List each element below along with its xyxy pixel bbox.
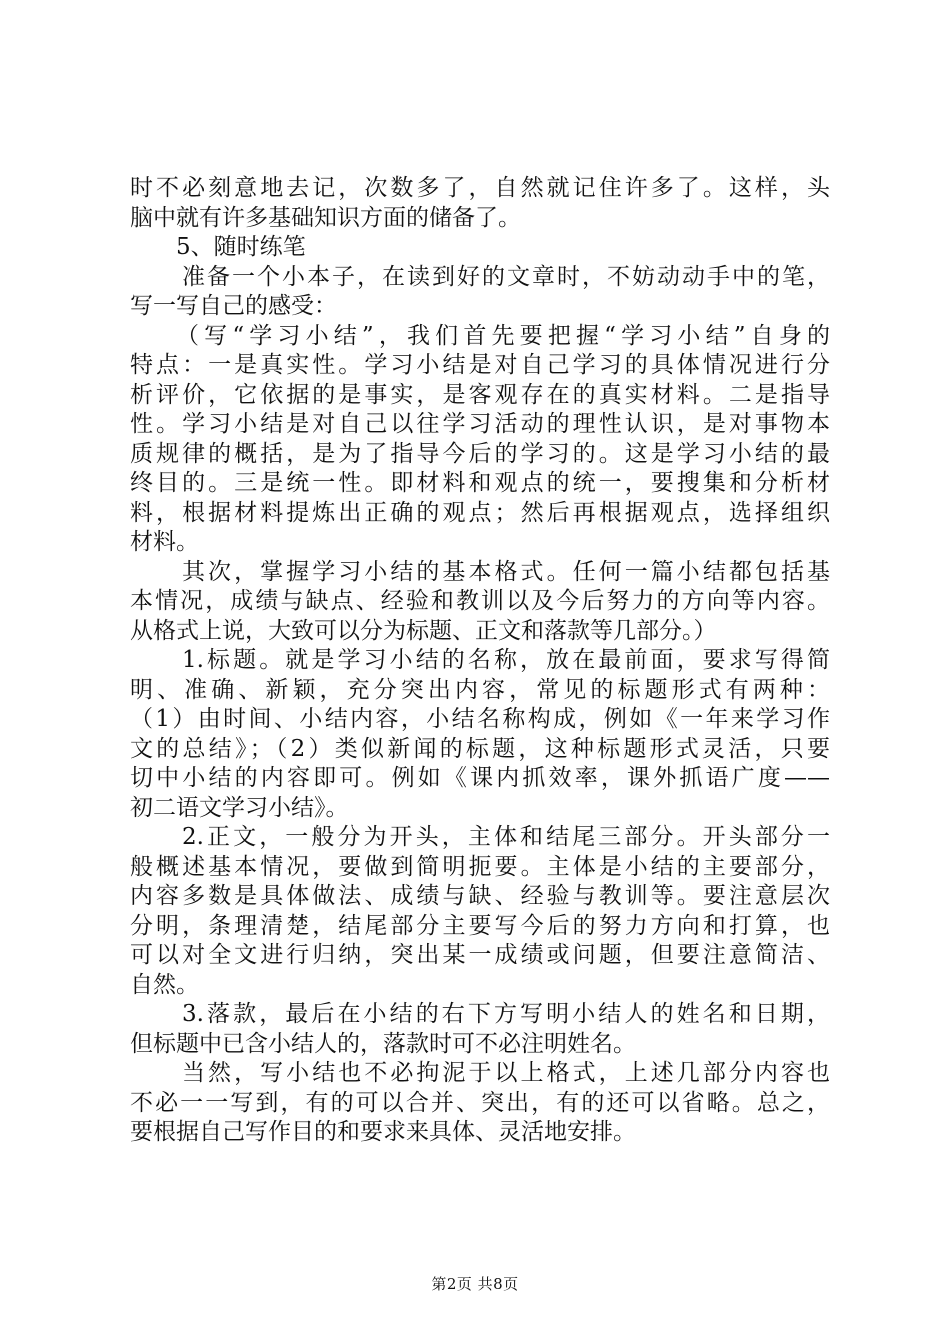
text-line: 分明，条理清楚，结尾部分主要写今后的努力方向和打算，也 bbox=[130, 912, 830, 939]
text-line: 准备一个小本子，在读到好的文章时，不妨动动手中的笔， bbox=[182, 263, 830, 290]
text-line: 般概述基本情况，要做到简明扼要。主体是小结的主要部分， bbox=[130, 853, 830, 880]
text-line: 但标题中已含小结人的，落款时可不必注明姓名。 bbox=[130, 1030, 636, 1057]
text-line: 3.落款，最后在小结的右下方写明小结人的姓名和日期， bbox=[182, 1001, 830, 1027]
text-line: 写一写自己的感受： bbox=[130, 293, 337, 319]
text-line: 5、随时练笔 bbox=[176, 234, 306, 260]
text-line: （1）由时间、小结内容，小结名称构成，例如《一年来学习作 bbox=[130, 706, 830, 732]
text-line: 性。学习小结是对自己以往学习活动的理性认识，是对事物本 bbox=[130, 411, 830, 437]
text-line: 可以对全文进行归纳，突出某一成绩或问题，但要注意简洁、 bbox=[130, 942, 830, 968]
text-line: 文的总结》；（2）类似新闻的标题，这种标题形式灵活，只要 bbox=[130, 735, 830, 762]
text-line: 明、准确、新颖，充分突出内容，常见的标题形式有两种： bbox=[130, 676, 830, 703]
page-footer: 第2页 共8页 bbox=[431, 1275, 519, 1293]
text-line: 自然。 bbox=[130, 971, 199, 998]
text-line: 要根据自己写作目的和要求来具体、灵活地安排。 bbox=[130, 1119, 636, 1145]
text-line: （写“学习小结”，我们首先要把握“学习小结”自身的 bbox=[176, 322, 830, 349]
document-body bbox=[130, 174, 830, 1148]
text-line: 内容多数是具体做法、成绩与缺、经验与教训等。要注意层次 bbox=[130, 883, 830, 909]
text-line: 料，根据材料提炼出正确的观点；然后再根据观点，选择组织 bbox=[130, 499, 830, 526]
text-line: 脑中就有许多基础知识方面的储备了。 bbox=[130, 204, 521, 231]
text-line: 当然，写小结也不必拘泥于以上格式，上述几部分内容也 bbox=[182, 1060, 830, 1086]
text-line: 终目的。三是统一性。即材料和观点的统一，要搜集和分析材 bbox=[130, 470, 830, 496]
text-line: 不必一一写到，有的可以合并、突出，有的还可以省略。总之， bbox=[130, 1089, 830, 1116]
text-line: 初二语文学习小结》。 bbox=[130, 794, 349, 821]
text-line: 切中小结的内容即可。例如《课内抓效率，课外抓语广度—— bbox=[130, 765, 830, 791]
text-line: 从格式上说，大致可以分为标题、正文和落款等几部分。） bbox=[130, 617, 717, 644]
text-line: 析评价，它依据的是事实，是客观存在的真实材料。二是指导 bbox=[130, 381, 830, 408]
text-line: 2.正文，一般分为开头，主体和结尾三部分。开头部分一 bbox=[182, 824, 830, 850]
text-line: 特点：一是真实性。学习小结是对自己学习的具体情况进行分 bbox=[130, 352, 830, 378]
text-line: 1.标题。就是学习小结的名称，放在最前面，要求写得简 bbox=[182, 647, 830, 673]
text-line: 质规律的概括，是为了指导今后的学习的。这是学习小结的最 bbox=[130, 440, 830, 467]
text-line: 本情况，成绩与缺点、经验和教训以及今后努力的方向等内容。 bbox=[130, 588, 830, 614]
text-line: 其次，掌握学习小结的基本格式。任何一篇小结都包括基 bbox=[182, 558, 830, 585]
text-line: 时不必刻意地去记，次数多了，自然就记住许多了。这样，头 bbox=[130, 175, 830, 201]
text-line: 材料。 bbox=[130, 529, 199, 555]
